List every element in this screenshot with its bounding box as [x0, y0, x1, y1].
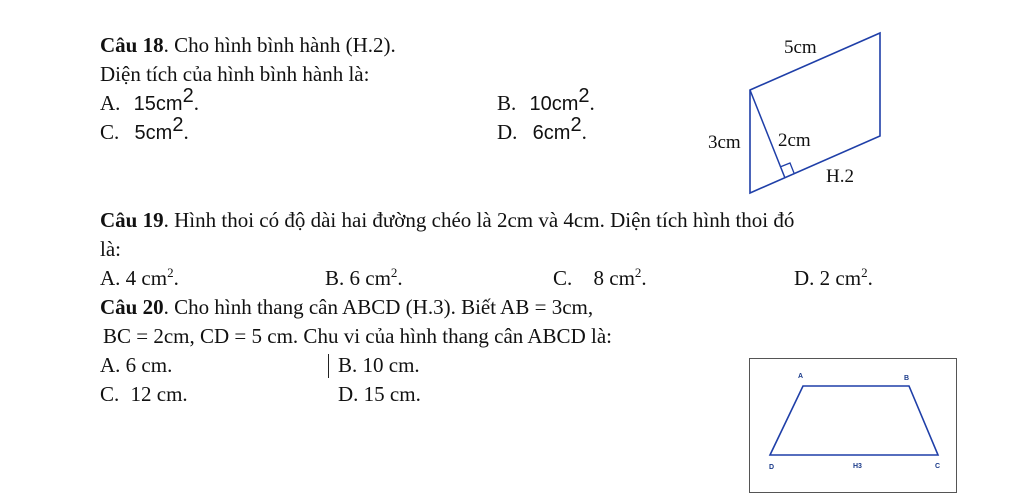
q20-option-d[interactable]	[338, 384, 421, 405]
trapezoid-shape	[770, 386, 938, 455]
option-end: .	[867, 266, 873, 290]
option-value: 12 cm.	[130, 382, 188, 406]
option-value: 10cm	[529, 93, 579, 115]
q18-option-d[interactable]	[497, 114, 587, 144]
q20-number: Câu 20	[100, 295, 164, 319]
q18-option-a[interactable]	[100, 85, 199, 115]
q19-line2: là:	[100, 237, 121, 261]
figure-caption-h3: H3	[853, 463, 862, 470]
vertex-b-label: B	[904, 375, 910, 382]
option-end: .	[641, 266, 647, 290]
option-value: 15cm	[133, 93, 183, 115]
q20-option-b[interactable]	[338, 355, 420, 376]
option-end: .	[589, 91, 595, 115]
option-value: 5cm	[134, 122, 173, 144]
option-end: .	[581, 120, 587, 144]
top-side-label: 5cm	[784, 37, 817, 58]
option-sup: 2	[578, 85, 590, 107]
q20-header	[100, 297, 593, 318]
option-value: 8 cm	[593, 266, 635, 290]
option-letter: C.	[100, 382, 120, 406]
q20-option-a[interactable]	[100, 355, 172, 376]
q19-prompt: . Hình thoi có độ dài hai đường chéo là 2cm và 4cm. Diện tích hình thoi đó	[163, 208, 795, 232]
q18-option-c[interactable]	[100, 114, 189, 144]
option-sup: 2	[570, 114, 582, 136]
option-value: 6cm	[532, 122, 571, 144]
option-value: 4 cm	[125, 266, 168, 290]
height-label: 2cm	[778, 130, 811, 151]
figure-caption-h2: H.2	[826, 166, 854, 187]
option-letter: D.	[497, 120, 518, 144]
option-letter: A.	[100, 91, 121, 115]
option-value: 6 cm.	[125, 353, 173, 377]
option-end: .	[183, 120, 189, 144]
option-sup: 2	[634, 265, 642, 280]
option-value: 2 cm	[819, 266, 862, 290]
q19-option-a[interactable]	[100, 265, 179, 290]
q18-number: Câu 18	[100, 33, 164, 57]
q19-option-b[interactable]	[325, 265, 403, 290]
q19-option-c[interactable]	[553, 265, 647, 290]
option-letter: C.	[553, 266, 573, 290]
left-side-label: 3cm	[708, 132, 741, 153]
option-end: .	[193, 91, 199, 115]
option-letter: C.	[100, 120, 120, 144]
vertex-c-label: C	[935, 463, 941, 470]
option-value: 15 cm.	[363, 382, 421, 406]
column-divider	[328, 354, 329, 378]
q20-line2: BC = 2cm, CD = 5 cm. Chu vi của hình thang cân ABCD là:	[103, 324, 612, 348]
q18-option-b[interactable]	[497, 85, 595, 115]
q20-option-c[interactable]	[100, 384, 188, 405]
q19-option-d[interactable]	[794, 265, 873, 290]
option-sup: 2	[390, 265, 398, 280]
option-letter: B.	[325, 266, 345, 290]
trapezoid-figure-h3	[749, 358, 957, 493]
option-letter: B.	[497, 91, 517, 115]
parallelogram-figure-h2	[700, 28, 900, 208]
option-sup: 2	[167, 265, 174, 280]
option-sup: 2	[172, 114, 184, 136]
option-value: 10 cm.	[362, 353, 420, 377]
q18-line2: Diện tích của hình bình hành là:	[100, 62, 370, 86]
option-end: .	[173, 266, 179, 290]
q19-header	[100, 210, 794, 231]
vertex-d-label: D	[769, 464, 775, 471]
q18-header	[100, 35, 396, 56]
option-letter: D.	[338, 382, 359, 406]
q18-prompt: . Cho hình bình hành (H.2).	[163, 33, 396, 57]
option-end: .	[397, 266, 403, 290]
option-letter: D.	[794, 266, 815, 290]
q20-prompt: . Cho hình thang cân ABCD (H.3). Biết AB = 3cm,	[163, 295, 594, 319]
option-sup: 2	[182, 85, 194, 107]
option-value: 6 cm	[349, 266, 391, 290]
q19-number: Câu 19	[100, 208, 164, 232]
vertex-a-label: A	[798, 373, 804, 380]
option-letter: B.	[338, 353, 358, 377]
option-letter: A.	[100, 266, 121, 290]
option-sup: 2	[861, 265, 868, 280]
option-letter: A.	[100, 353, 121, 377]
